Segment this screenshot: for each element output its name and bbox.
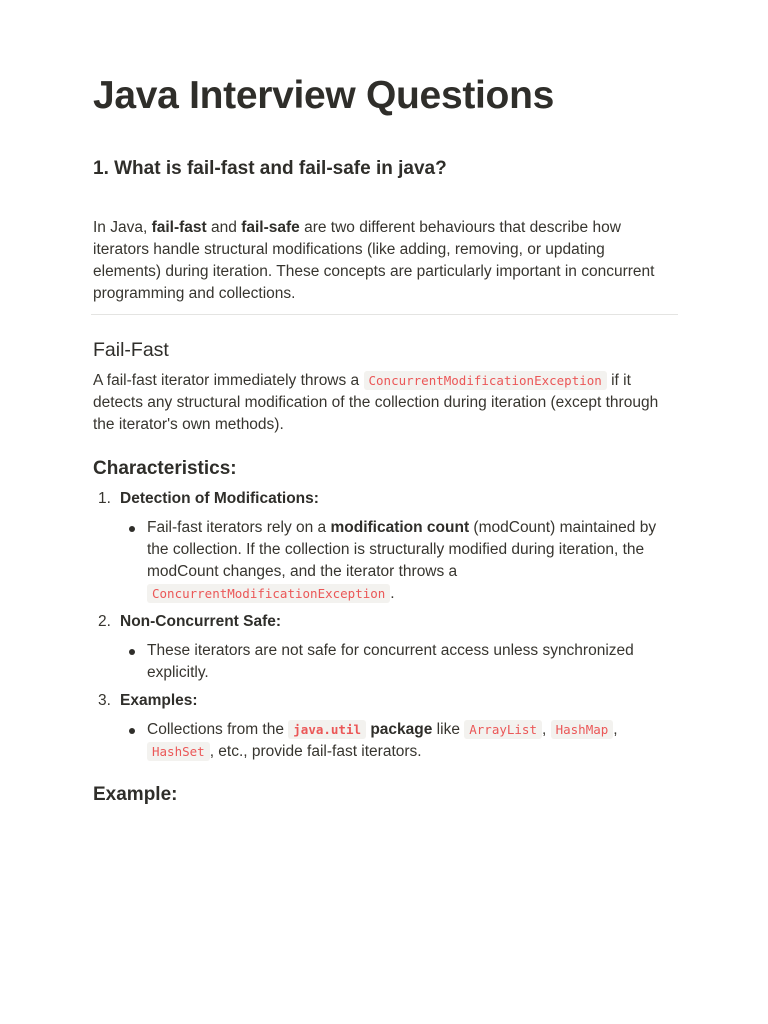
bullet-dot-icon xyxy=(129,526,135,532)
bullet-dot-icon xyxy=(129,728,135,734)
bullet-text: These iterators are not safe for concurrent access unless synchronized explicitly. xyxy=(147,642,634,681)
bullet-text-3: . xyxy=(390,585,395,602)
bullet-list xyxy=(120,719,676,763)
fail-fast-text-2: if it detects any structural modification of the collection during iteration (except through the iterator's own methods). xyxy=(93,372,659,433)
characteristics-heading: Characteristics: xyxy=(93,458,237,479)
list-item-title: Non-Concurrent Safe: xyxy=(120,613,282,630)
intro-paragraph xyxy=(93,217,676,305)
bullet-text-1: Collections from the xyxy=(147,721,289,738)
bullet-text-1: Fail-fast iterators rely on a xyxy=(147,519,331,536)
inline-code-arraylist: ArrayList xyxy=(464,720,542,739)
bullet-text-3: , etc., provide fail-fast iterators. xyxy=(209,743,422,760)
list-item xyxy=(93,488,676,605)
bold-package: package xyxy=(370,721,433,738)
list-number: 1. xyxy=(98,490,111,507)
fail-fast-text-1: A fail-fast iterator immediately throws a xyxy=(93,372,364,389)
bullet-list xyxy=(120,640,676,684)
inline-code: ConcurrentModificationException xyxy=(147,584,390,603)
list-item-title: Examples: xyxy=(120,692,198,709)
bullet-list xyxy=(120,517,676,605)
intro-text-3: are two different behaviours that describe how iterators handle structural modifications (like adding, removing, or updating elements) during iteration. These concepts are particularly important in concurrent programming and collections. xyxy=(93,219,655,302)
list-number: 3. xyxy=(98,692,111,709)
list-item-title: Detection of Modifications: xyxy=(120,490,319,507)
separator: , xyxy=(613,721,618,738)
fail-fast-heading: Fail-Fast xyxy=(93,339,169,361)
page-title: Java Interview Questions xyxy=(93,74,554,117)
list-item xyxy=(93,690,676,763)
intro-bold-fail-fast: fail-fast xyxy=(151,219,207,236)
characteristics-list xyxy=(93,488,676,763)
list-number: 2. xyxy=(98,613,111,630)
example-heading: Example: xyxy=(93,784,178,805)
inline-code: ConcurrentModificationException xyxy=(364,371,607,390)
intro-bold-fail-safe: fail-safe xyxy=(241,219,300,236)
bullet-item xyxy=(120,517,676,605)
intro-text-1: In Java, xyxy=(93,219,152,236)
inline-code-package: java.util xyxy=(288,720,366,739)
bullet-text-2: like xyxy=(432,721,465,738)
bullet-text-2: (modCount) maintained by the collection. If the collection is structurally modified during iteration, the modCount changes, and the iterator throws a xyxy=(147,519,657,580)
bullet-dot-icon xyxy=(129,649,135,655)
section-divider xyxy=(91,314,678,315)
bold-modification-count: modification count xyxy=(330,519,470,536)
intro-text-2: and xyxy=(206,219,242,236)
separator: , xyxy=(541,721,551,738)
question-heading: 1. What is fail-fast and fail-safe in java? xyxy=(93,158,447,179)
bullet-item xyxy=(120,719,676,763)
bullet-item xyxy=(120,640,676,684)
list-item xyxy=(93,611,676,684)
inline-code-hashmap: HashMap xyxy=(551,720,614,739)
fail-fast-paragraph xyxy=(93,370,676,436)
inline-code-hashset: HashSet xyxy=(147,742,210,761)
